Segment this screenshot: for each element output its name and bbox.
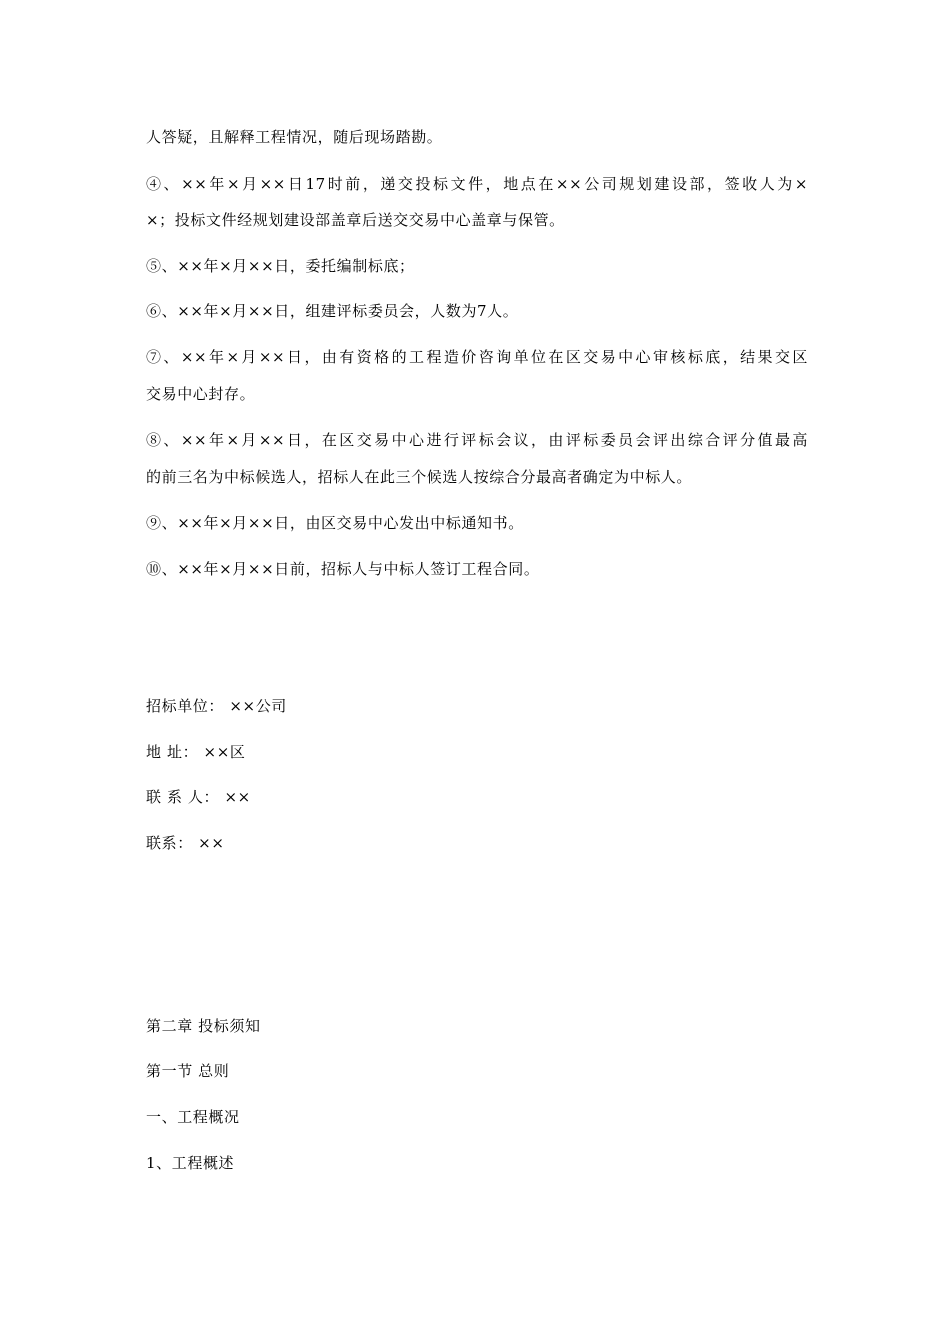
contact-unit: 招标单位： ××公司: [146, 697, 287, 715]
body-line-7: 交易中心封存。: [146, 385, 256, 403]
contact-address: 地 址： ××区: [146, 743, 246, 761]
chapter-title: 第二章 投标须知: [146, 1017, 261, 1035]
body-line-6: ⑦、××年×月××日，由有资格的工程造价咨询单位在区交易中心审核标底，结果交区: [146, 348, 808, 366]
body-line-4: ⑤、××年×月××日，委托编制标底；: [146, 257, 415, 275]
body-line-1: 人答疑，且解释工程情况，随后现场踏勘。: [146, 128, 443, 146]
body-line-3: ×；投标文件经规划建设部盖章后送交交易中心盖章与保管。: [146, 211, 565, 229]
body-line-8: ⑧、××年×月××日，在区交易中心进行评标会议，由评标委员会评出综合评分值最高: [146, 431, 808, 449]
body-line-9: 的前三名为中标候选人，招标人在此三个候选人按综合分最高者确定为中标人。: [146, 468, 693, 486]
body-line-10: ⑨、××年×月××日，由区交易中心发出中标通知书。: [146, 514, 524, 532]
body-line-2: ④、××年×月××日17时前，递交投标文件，地点在××公司规划建设部，签收人为×: [146, 175, 808, 193]
body-line-11: ⑩、××年×月××日前，招标人与中标人签订工程合同。: [146, 560, 540, 578]
heading-project-description: 1、工程概述: [146, 1154, 235, 1172]
contact-person: 联 系 人： ××: [146, 788, 251, 806]
contact-phone: 联系： ××: [146, 834, 225, 852]
section-title: 第一节 总则: [146, 1062, 230, 1080]
body-line-5: ⑥、××年×月××日，组建评标委员会，人数为7人。: [146, 302, 519, 320]
heading-project-overview: 一、工程概况: [146, 1108, 240, 1126]
